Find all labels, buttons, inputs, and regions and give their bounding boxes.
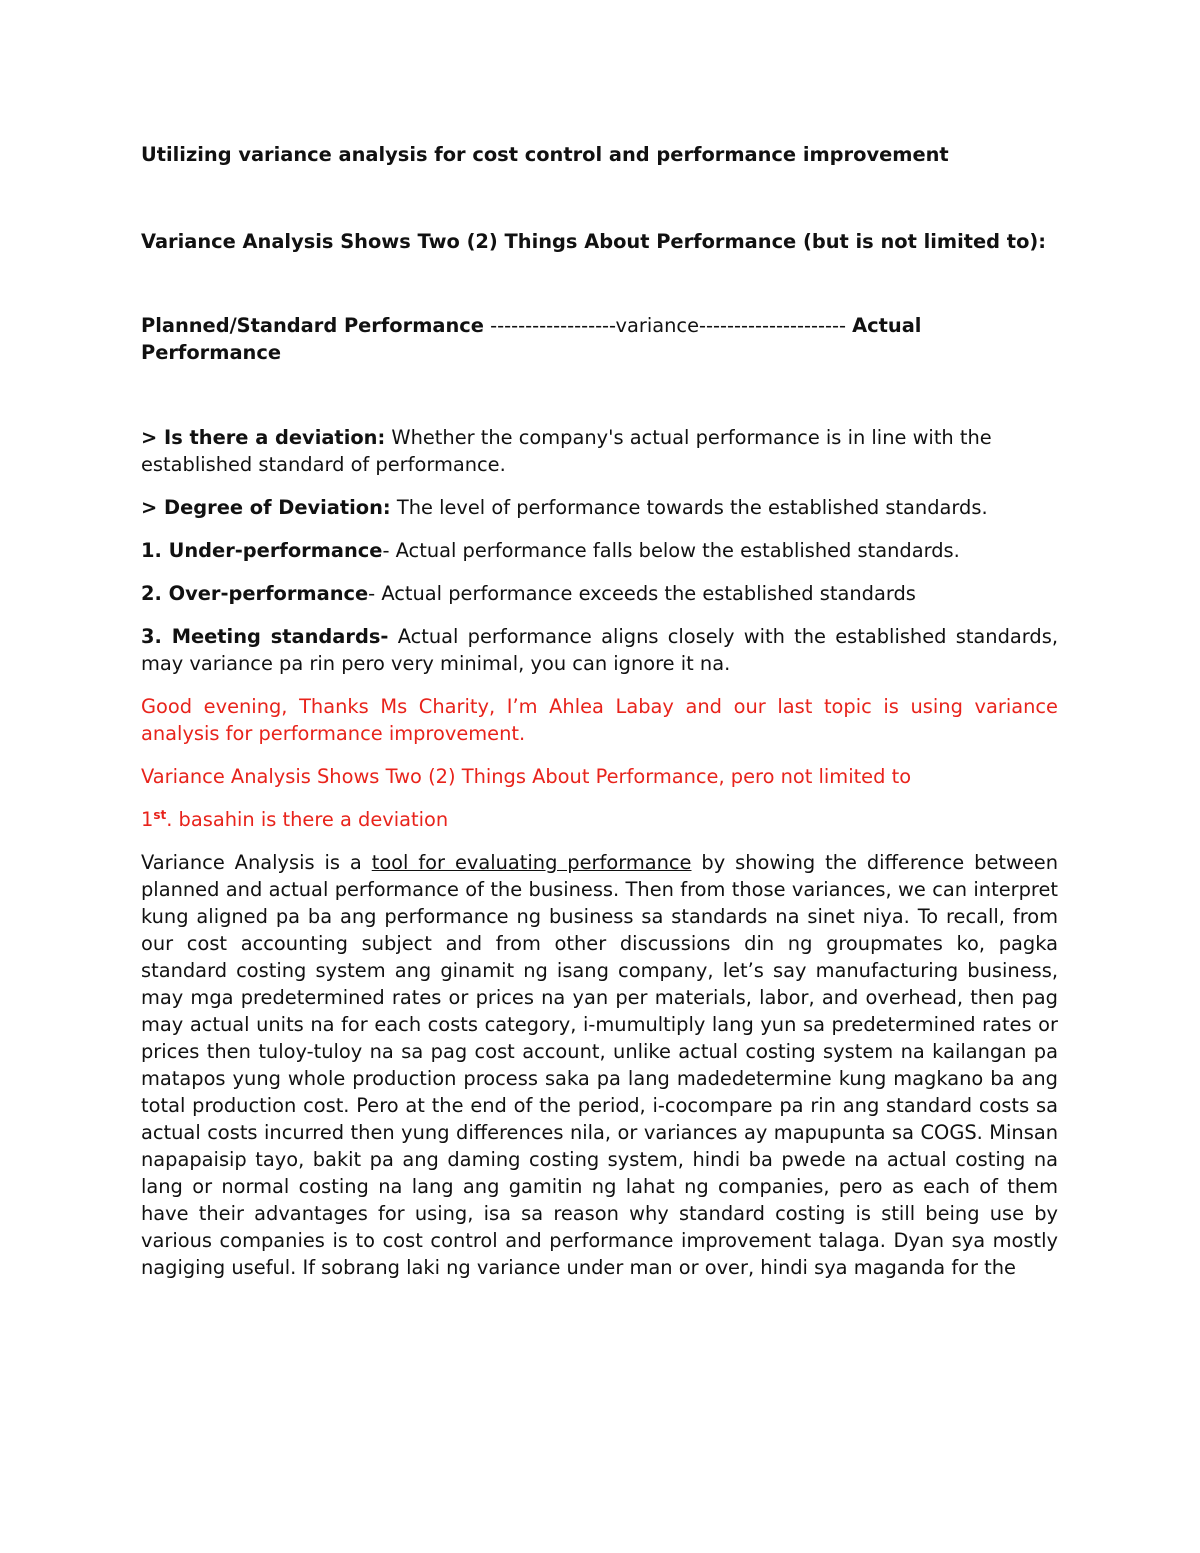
body-rest: by showing the difference between planned and actual performance of the business. Then from those variances, we can interpret kung aligned pa ba ang performance ng business sa standards na sinet niya. To recall, from our cost accounting subject and from other discussions din ng groupmates ko, pagka standard costing system ang ginamit ng isang company, let’s say manufacturing business, may mga predetermined rates or prices na yan per materials, labor, and overhead, then pag may actual units na for each costs category, i-mumultiply lang yun sa predetermined rates or prices then tuloy-tuloy na sa pag cost account, unlike actual costing system na kailangan pa matapos yung whole production process saka pa lang madedetermine kung magkano ba ang total production cost. Pero at the end of the period, i-cocompare pa rin ang standard costs sa actual costs incurred then yung differences nila, or variances ay mapupunta sa COGS. Minsan napapaisip tayo, bakit pa ang daming costing system, hindi ba pwede na actual costing na lang or normal costing na lang ang gamitin ng lahat ng companies, pero as each of them have their advantages for using, isa sa reason why standard costing is still being use by various companies is to cost control and performance improvement talaga. Dyan sya mostly nagiging useful. If sobrang laki ng variance under man or over, hindi sya maganda for the bbox=[141, 851, 1058, 1279]
list-item-text: - Actual performance falls below the established standards. bbox=[382, 539, 960, 562]
script-line-two: Variance Analysis Shows Two (2) Things About Performance, pero not limited to bbox=[141, 765, 912, 788]
list-item-over-performance bbox=[141, 580, 1058, 607]
list-item-label: 2. Over-performance bbox=[141, 582, 369, 605]
list-item-text: Actual performance aligns closely with the established standards, may variance pa rin pero very minimal, you can ignore it na. bbox=[141, 625, 1058, 675]
flow-variance-connector: ------------------variance--------------------- bbox=[490, 314, 846, 337]
degree-label: > Degree of Deviation: bbox=[141, 496, 391, 519]
document-title: Utilizing variance analysis for cost control and performance improvement bbox=[141, 143, 949, 166]
ordinal-number: 1 bbox=[141, 808, 154, 831]
document-content bbox=[141, 141, 1058, 1281]
list-item-meeting-standards bbox=[141, 623, 1058, 677]
flow-actual-label: Actual Performance bbox=[141, 314, 922, 364]
deviation-paragraph bbox=[141, 424, 1058, 478]
flow-planned-label: Planned/Standard Performance bbox=[141, 314, 484, 337]
script-line-three-text: . basahin is there a deviation bbox=[166, 808, 449, 831]
list-item-label: 3. Meeting standards- bbox=[141, 625, 389, 648]
ordinal-suffix: st bbox=[153, 808, 167, 822]
script-greeting: Good evening, Thanks Ms Charity, I’m Ahlea Labay and our last topic is using variance analysis for performance improvement. bbox=[141, 695, 1058, 745]
degree-text: The level of performance towards the established standards. bbox=[396, 496, 988, 519]
degree-paragraph bbox=[141, 494, 1058, 521]
script-line-three bbox=[141, 806, 1058, 833]
body-underlined-phrase: tool for evaluating performance bbox=[371, 851, 692, 874]
body-start: Variance Analysis is a bbox=[141, 851, 372, 874]
body-paragraph bbox=[141, 849, 1058, 1281]
variance-flow-line bbox=[141, 312, 1058, 366]
deviation-text: Whether the company's actual performance is in line with the established standard of performance. bbox=[141, 426, 992, 476]
deviation-label: > Is there a deviation: bbox=[141, 426, 386, 449]
list-item-text: - Actual performance exceeds the established standards bbox=[368, 582, 916, 605]
section-heading: Variance Analysis Shows Two (2) Things About Performance (but is not limited to): bbox=[141, 230, 1047, 253]
list-item-label: 1. Under-performance bbox=[141, 539, 383, 562]
list-item-under-performance bbox=[141, 537, 1058, 564]
